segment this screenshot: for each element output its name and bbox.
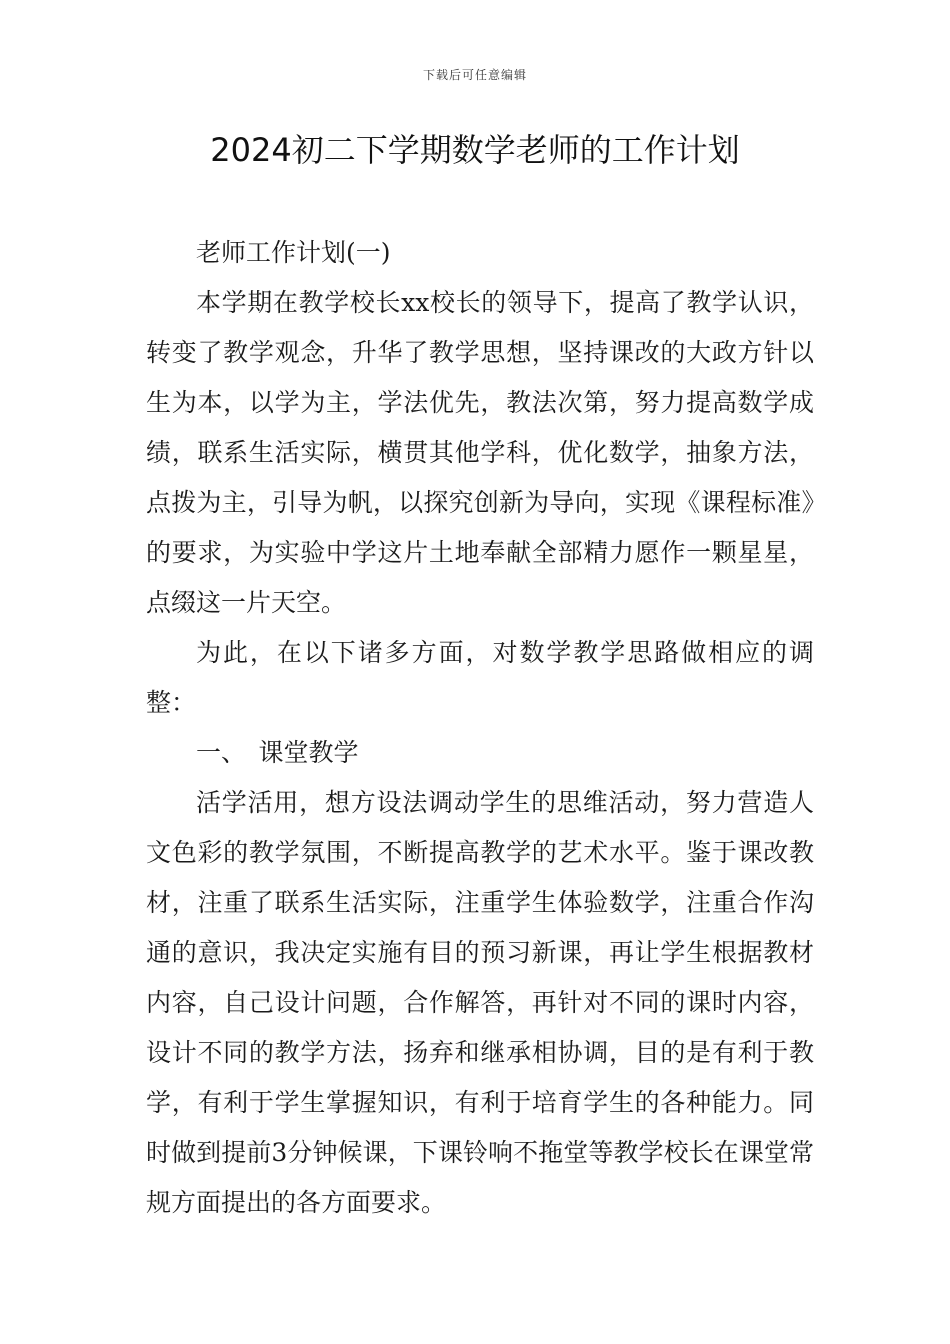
document-body: [146, 228, 814, 1228]
paragraph-adjustment: 为此，在以下诸多方面，对数学教学思路做相应的调整：: [146, 638, 814, 717]
section-heading-classroom: 一、 课堂教学: [196, 738, 359, 767]
section-subtitle: 老师工作计划(一): [196, 238, 391, 267]
header-note: 下载后可任意编辑: [422, 68, 527, 82]
paragraph-classroom: 活学活用，想方设法调动学生的思维活动，努力营造人文色彩的教学氛围，不断提高教学的艺术水平。鉴于课改教材，注重了联系生活实际，注重学生体验数学，注重合作沟通的意识，我决定实施有目的预习新课，再让学生根据教材内容，自己设计问题，合作解答，再针对不同的课时内容，设计不同的教学方法，扬弃和继承相协调，目的是有利于教学，有利于学生掌握知识，有利于培育学生的各种能力。同时做到提前3分钟候课，下课铃响不拖堂等教学校长在课堂常规方面提出的各方面要求。: [146, 788, 814, 1217]
page-title: 2024初二下学期数学老师的工作计划: [210, 131, 740, 169]
paragraph-intro: 本学期在教学校长xx校长的领导下，提高了教学认识，转变了教学观念，升华了教学思想，坚持课改的大政方针以生为本，以学为主，学法优先，教法次第，努力提高数学成绩，联系生活实际，横贯其他学科，优化数学，抽象方法，点拨为主，引导为帆，以探究创新为导向，实现《课程标准》的要求，为实验中学这片土地奉献全部精力愿作一颗星星，点缀这一片天空。: [146, 288, 814, 617]
